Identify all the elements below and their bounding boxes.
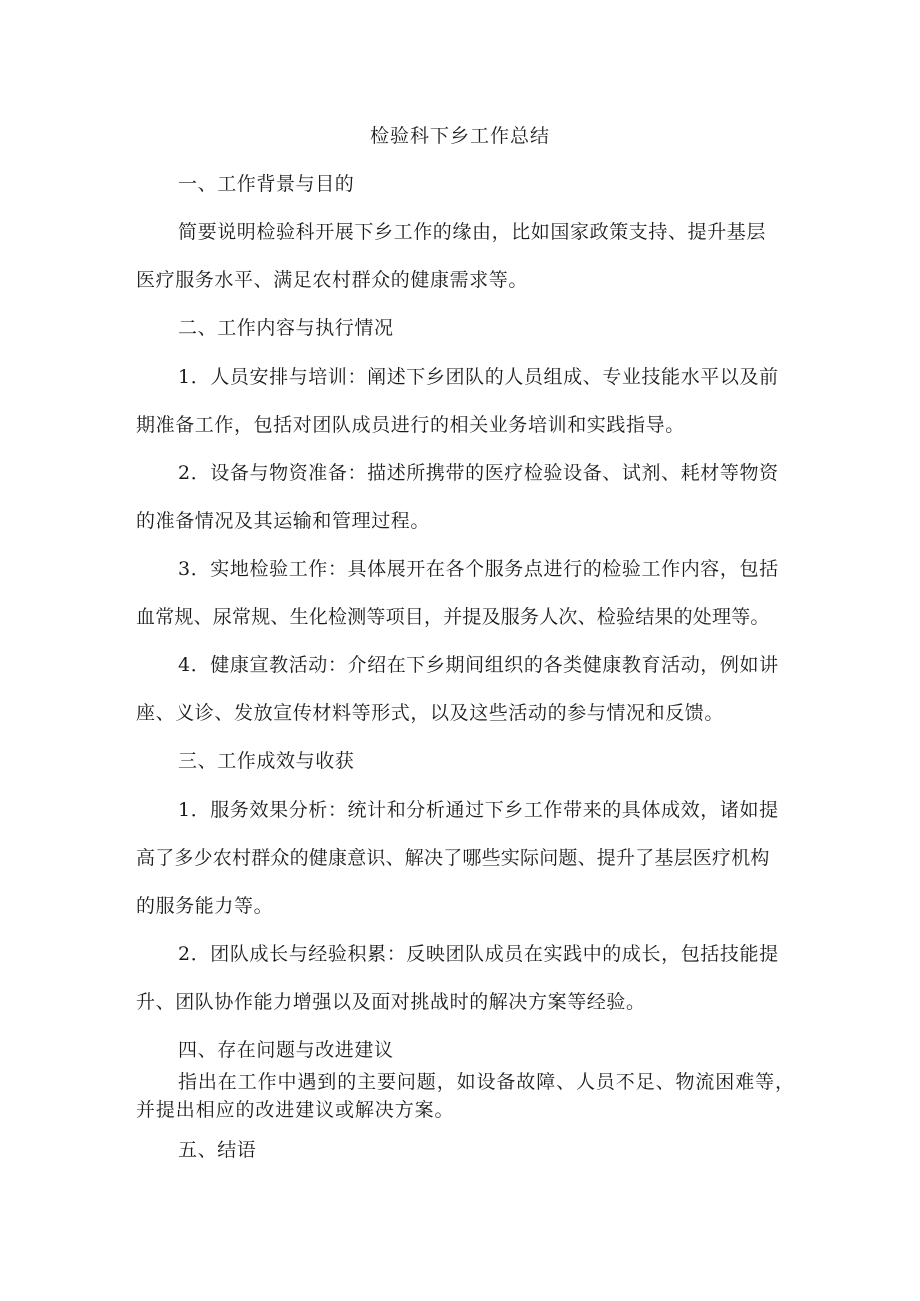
section-3-item-1-line-2: 高了多少农村群众的健康意识、解决了哪些实际问题、提升了基层医疗机构 (136, 847, 770, 869)
section-3-item-1-line-1: 1．服务效果分析：统计和分析通过下乡工作带来的具体成效，诸如提 (178, 799, 779, 821)
section-1-heading: 一、工作背景与目的 (178, 173, 355, 195)
section-3-heading: 三、工作成效与收获 (178, 750, 355, 772)
section-3-item-1-line-3: 的服务能力等。 (136, 895, 274, 917)
section-2-item-4-line-2: 座、义诊、发放宣传材料等形式，以及这些活动的参与情况和反馈。 (136, 702, 725, 724)
section-5-heading: 五、结语 (178, 1139, 257, 1161)
section-3-item-2-line-2: 升、团队协作能力增强以及面对挑战时的解决方案等经验。 (136, 991, 646, 1013)
section-2-item-4-line-1: 4．健康宣教活动：介绍在下乡期间组织的各类健康教育活动，例如讲 (178, 654, 779, 676)
section-4-paragraph-line-1: 指出在工作中遇到的主要问题，如设备故障、人员不足、物流困难等， (178, 1071, 795, 1093)
section-4-paragraph-line-2: 并提出相应的改进建议或解决方案。 (136, 1099, 455, 1121)
section-2-item-2-line-2: 的准备情况及其运输和管理过程。 (136, 510, 431, 532)
section-1-paragraph-line-1: 简要说明检验科开展下乡工作的缘由，比如国家政策支持、提升基层 (178, 221, 767, 243)
section-2-heading: 二、工作内容与执行情况 (178, 317, 394, 339)
section-1-paragraph-line-2: 医疗服务水平、满足农村群众的健康需求等。 (136, 269, 529, 291)
section-3-item-2-line-1: 2．团队成长与经验积累：反映团队成员在实践中的成长，包括技能提 (178, 943, 779, 965)
section-2-item-2-line-1: 2．设备与物资准备：描述所携带的医疗检验设备、试剂、耗材等物资 (178, 462, 779, 484)
section-2-item-1-line-2: 期准备工作，包括对团队成员进行的相关业务培训和实践指导。 (136, 414, 685, 436)
section-4-heading: 四、存在问题与改进建议 (178, 1039, 394, 1061)
section-2-item-1-line-1: 1．人员安排与培训：阐述下乡团队的人员组成、专业技能水平以及前 (178, 366, 779, 388)
section-2-item-3-line-1: 3．实地检验工作：具体展开在各个服务点进行的检验工作内容，包括 (178, 558, 779, 580)
section-2-item-3-line-2: 血常规、尿常规、生化检测等项目，并提及服务人次、检验结果的处理等。 (136, 606, 770, 628)
document-title: 检验科下乡工作总结 (369, 125, 550, 147)
